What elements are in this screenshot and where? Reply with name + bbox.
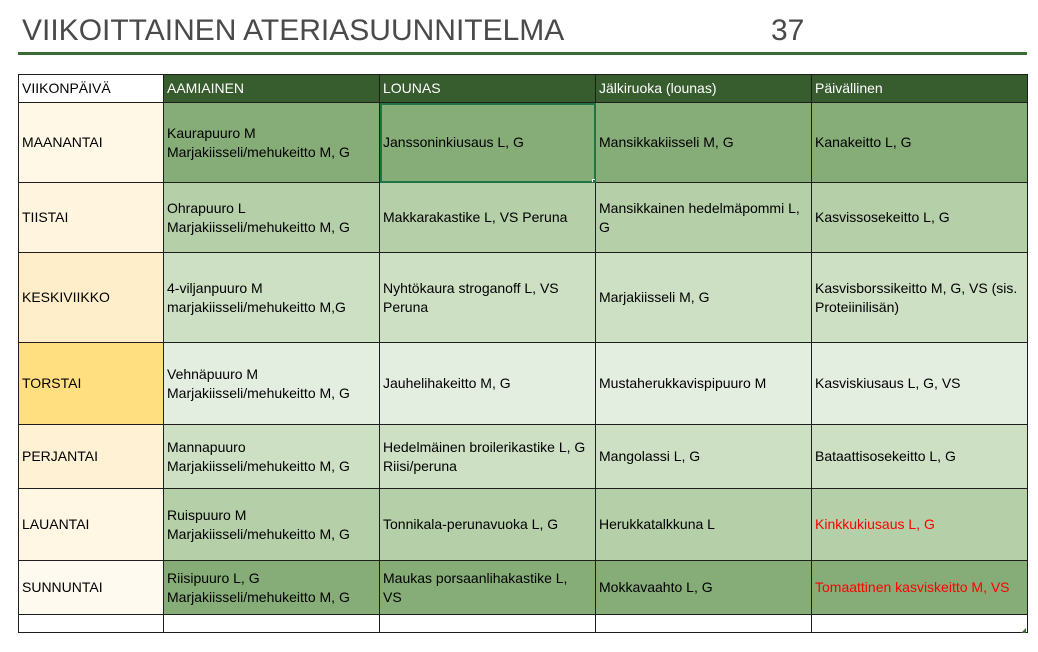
breakfast-line: Vehnäpuuro M: [167, 365, 259, 382]
table-row: [19, 183, 1028, 253]
header-row: [19, 75, 1028, 103]
dinner-line: Kasvisborssikeitto M, G, VS (sis.: [815, 279, 1018, 296]
empty-cell[interactable]: [380, 615, 596, 633]
dinner-line: Tomaattinen kasviskeitto M, VS: [815, 579, 1010, 595]
meal-plan-table: [18, 74, 1028, 633]
lunch-column-header[interactable]: LOUNAS: [380, 75, 596, 103]
breakfast-cell[interactable]: [164, 489, 380, 561]
dinner-cell[interactable]: [812, 183, 1028, 253]
table-row: [19, 103, 1028, 183]
dinner-cell[interactable]: [812, 489, 1028, 561]
lunch-cell[interactable]: [380, 183, 596, 253]
table-row: [19, 489, 1028, 561]
lunch-line: VS: [383, 588, 402, 605]
dessert-cell[interactable]: [596, 425, 812, 489]
lunch-cell[interactable]: [380, 425, 596, 489]
breakfast-cell[interactable]: [164, 253, 380, 343]
day-cell[interactable]: LAUANTAI: [19, 489, 164, 561]
lunch-line: Riisi/peruna: [383, 457, 457, 474]
page-title: VIIKOITTAINEN ATERIASUUNNITELMA: [22, 14, 565, 47]
empty-cell[interactable]: [19, 615, 164, 633]
empty-cell[interactable]: [596, 615, 812, 633]
lunch-line: Makkarakastike L, VS Peruna: [383, 209, 568, 225]
lunch-cell[interactable]: [380, 253, 596, 343]
breakfast-line: Mannapuuro: [167, 438, 246, 455]
dessert-line: Mansikkakiisseli M, G: [599, 134, 734, 150]
dinner-cell[interactable]: [812, 425, 1028, 489]
dinner-line: Kanakeitto L, G: [815, 134, 912, 150]
day-cell[interactable]: TIISTAI: [19, 183, 164, 253]
breakfast-line: marjakiisseli/mehukeitto M,G: [167, 298, 346, 315]
dessert-cell[interactable]: [596, 253, 812, 343]
dessert-line: Mangolassi L, G: [599, 448, 701, 464]
empty-cell[interactable]: [164, 615, 380, 633]
dessert-cell[interactable]: [596, 103, 812, 183]
breakfast-cell[interactable]: [164, 425, 380, 489]
breakfast-cell[interactable]: [164, 343, 380, 425]
table-row: [19, 561, 1028, 615]
breakfast-line: Marjakiisseli/mehukeitto M, G: [167, 525, 350, 542]
breakfast-line: Marjakiisseli/mehukeitto M, G: [167, 588, 350, 605]
breakfast-line: Marjakiisseli/mehukeitto M, G: [167, 384, 350, 401]
table-row: [19, 343, 1028, 425]
empty-cell[interactable]: [812, 615, 1028, 633]
empty-row: [19, 615, 1028, 633]
dessert-line: Marjakiisseli M, G: [599, 289, 710, 305]
lunch-line: Janssoninkiusaus L, G: [383, 134, 524, 150]
breakfast-line: Kaurapuuro M: [167, 124, 256, 141]
day-cell[interactable]: KESKIVIIKKO: [19, 253, 164, 343]
dinner-column-header[interactable]: Päivällinen: [812, 75, 1028, 103]
breakfast-cell[interactable]: [164, 183, 380, 253]
dinner-line: Kasvissosekeitto L, G: [815, 209, 950, 225]
dinner-cell[interactable]: [812, 103, 1028, 183]
table-resize-grip[interactable]: [1021, 628, 1026, 633]
day-cell[interactable]: MAANANTAI: [19, 103, 164, 183]
lunch-line: Nyhtökaura stroganoff L, VS: [383, 279, 559, 296]
dessert-line: Herukkatalkkuna L: [599, 516, 715, 532]
table-row: [19, 425, 1028, 489]
breakfast-line: Marjakiisseli/mehukeitto M, G: [167, 218, 350, 235]
fill-handle[interactable]: [592, 179, 596, 183]
lunch-line: Tonnikala-perunavuoka L, G: [383, 516, 559, 532]
dessert-line: Mustaherukkavispipuuro M: [599, 375, 767, 391]
week-number: 37: [771, 14, 805, 47]
dessert-column-header[interactable]: Jälkiruoka (lounas): [596, 75, 812, 103]
day-cell[interactable]: TORSTAI: [19, 343, 164, 425]
lunch-line: Maukas porsaanlihakastike L,: [383, 569, 568, 586]
breakfast-line: Ohrapuuro L: [167, 199, 246, 216]
lunch-line: Jauhelihakeitto M, G: [383, 375, 511, 391]
breakfast-line: Riisipuuro L, G: [167, 569, 260, 586]
lunch-line: Hedelmäinen broilerikastike L, G: [383, 438, 586, 455]
dinner-cell[interactable]: [812, 343, 1028, 425]
lunch-cell-selected[interactable]: [380, 103, 596, 183]
breakfast-cell[interactable]: [164, 103, 380, 183]
dessert-cell[interactable]: [596, 343, 812, 425]
dinner-line: Bataattisosekeitto L, G: [815, 448, 956, 464]
table-row: [19, 253, 1028, 343]
dessert-line: Mansikkainen hedelmäpommi L, G: [599, 199, 800, 235]
lunch-cell[interactable]: [380, 489, 596, 561]
dinner-line: Kasviskiusaus L, G, VS: [815, 375, 961, 391]
breakfast-line: Marjakiisseli/mehukeitto M, G: [167, 457, 350, 474]
breakfast-line: Ruispuuro M: [167, 506, 247, 523]
dinner-cell[interactable]: [812, 561, 1028, 615]
breakfast-cell[interactable]: [164, 561, 380, 615]
dinner-cell[interactable]: [812, 253, 1028, 343]
day-column-header[interactable]: VIIKONPÄIVÄ: [19, 75, 164, 103]
lunch-cell[interactable]: [380, 561, 596, 615]
dessert-cell[interactable]: [596, 183, 812, 253]
day-cell[interactable]: PERJANTAI: [19, 425, 164, 489]
dinner-line: Kinkkukiusaus L, G: [815, 516, 935, 532]
lunch-line: Peruna: [383, 298, 429, 315]
lunch-cell[interactable]: [380, 343, 596, 425]
dinner-line: Proteiinilisän): [815, 298, 900, 315]
dessert-line: Mokkavaahto L, G: [599, 579, 713, 595]
breakfast-line: 4-viljanpuuro M: [167, 279, 263, 296]
dessert-cell[interactable]: [596, 489, 812, 561]
day-cell[interactable]: SUNNUNTAI: [19, 561, 164, 615]
breakfast-line: Marjakiisseli/mehukeitto M, G: [167, 143, 350, 160]
title-underline: [18, 52, 1027, 55]
dessert-cell[interactable]: [596, 561, 812, 615]
breakfast-column-header[interactable]: AAMIAINEN: [164, 75, 380, 103]
